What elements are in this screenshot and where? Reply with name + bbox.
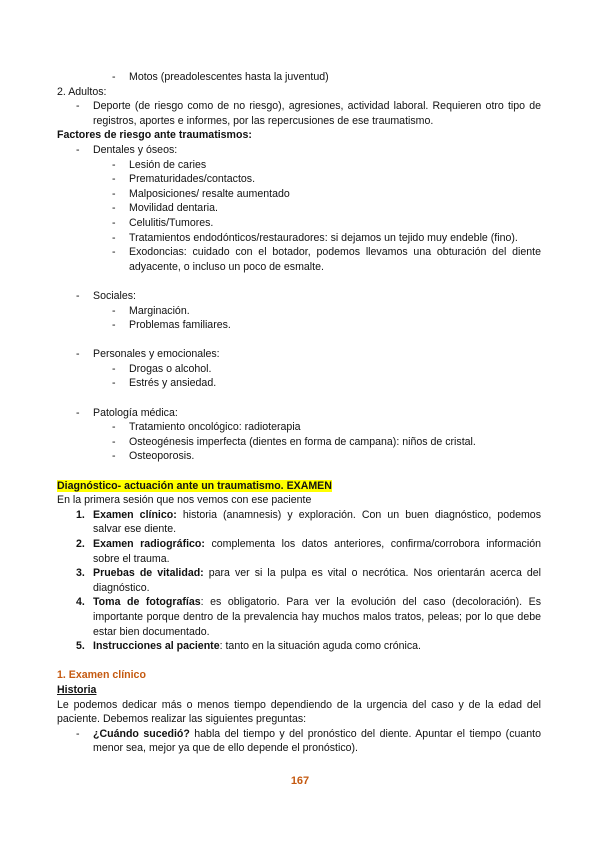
spacer: [57, 333, 541, 348]
list-item-text: Problemas familiares.: [129, 319, 231, 332]
list-item: [57, 435, 541, 450]
list-item: [57, 376, 541, 391]
risk-group-label: [57, 347, 541, 362]
bullet-dash: -: [76, 289, 80, 302]
list-item: [57, 70, 541, 85]
spacer: [57, 274, 541, 289]
bullet-dash: -: [112, 187, 116, 200]
step-number: 3.: [76, 567, 85, 580]
step-term: Examen radiográfico:: [93, 538, 205, 550]
bullet-dash: -: [112, 246, 116, 259]
history-subheading: Historia: [57, 683, 97, 696]
bullet-dash: -: [76, 348, 80, 361]
list-item-text: Marginación.: [129, 304, 190, 317]
bullet-dash: -: [112, 435, 116, 448]
question-term: ¿Cuándo sucedió?: [93, 727, 190, 740]
group-label-text: Personales y emocionales:: [93, 348, 220, 361]
bullet-dash: -: [76, 100, 80, 113]
step-number: 4.: [76, 596, 85, 609]
clinical-exam-paragraph: Le podemos dedicar más o menos tiempo dependiendo de la urgencia del caso y de la edad del paciente. Debemos realizar las siguientes preguntas:: [57, 698, 541, 726]
step-number: 1.: [76, 508, 85, 521]
list-item: [57, 727, 541, 756]
diagnosis-step: [57, 566, 541, 595]
step-term: Toma de fotografías: [93, 596, 201, 609]
document-page: [57, 70, 541, 756]
step-text: para ver si la pulpa es vital o necrótica. Nos orientarán acerca del diagnóstico.: [93, 567, 542, 594]
exam-tag: EXAMEN: [286, 479, 332, 492]
list-item: [57, 216, 541, 231]
list-item: [57, 99, 541, 128]
step-text: historia (anamnesis) y exploración. Con un buen diagnóstico, podemos salvar ese diente.: [93, 508, 541, 536]
page-number: 167: [290, 775, 310, 787]
list-item: [57, 231, 541, 246]
bullet-dash: -: [112, 158, 116, 171]
spacer: [57, 464, 541, 479]
list-item: [57, 201, 541, 216]
diagnosis-step: [57, 639, 541, 654]
list-item-text: Prematuridades/contactos.: [129, 173, 256, 186]
adultos-heading: 2. Adultos:: [57, 85, 107, 98]
list-item-text: Osteogénesis imperfecta (dientes en forma de campana): niños de cristal.: [129, 435, 476, 448]
risk-group-label: [57, 143, 541, 158]
diagnosis-intro: En la primera sesión que nos vemos con ese paciente: [57, 494, 312, 507]
risk-factors-title: Factores de riesgo ante traumatismos:: [57, 129, 252, 142]
risk-group-label: [57, 289, 541, 304]
list-item-text: Tratamiento oncológico: radioterapia: [129, 421, 301, 434]
list-item: [57, 172, 541, 187]
list-item-text: Celulitis/Tumores.: [129, 216, 214, 229]
list-item-text: Estrés y ansiedad.: [129, 377, 217, 390]
step-text: : es obligatorio. Para ver la evolución del caso (decoloración). Es importante porque dentro de la prevalencia hay muchos malos tratos, peleas; por lo que debe estar bien documentado.: [93, 596, 541, 638]
list-item: [57, 158, 541, 173]
diagnosis-step: [57, 595, 541, 639]
bullet-dash: -: [112, 421, 116, 434]
group-label-text: Dentales y óseos:: [93, 143, 178, 156]
bullet-dash: -: [112, 71, 116, 83]
list-item-text: Movilidad dentaria.: [129, 202, 218, 215]
list-item-text: Motos (preadolescentes hasta la juventud): [129, 71, 329, 83]
step-text: complementa los datos anteriores, confirma/corrobora información sobre el trauma.: [93, 538, 541, 565]
bullet-dash: -: [112, 319, 116, 332]
question-text: habla del tiempo y del pronóstico del diente. Apuntar el tiempo (cuanto menor sea, mejor ya que de ello depende el pronóstico).: [93, 727, 542, 755]
diagnosis-title: [57, 479, 541, 494]
diagnosis-step: [57, 537, 541, 566]
list-item: [57, 187, 541, 202]
list-item-text: Exodoncias: cuidado con el botador, podemos llevamos una obturación del diente adyacente, o incluso un poco de esmalte.: [129, 246, 541, 273]
list-item-text: Osteoporosis.: [129, 450, 195, 463]
bullet-dash: -: [112, 362, 116, 375]
step-number: 5.: [76, 640, 85, 653]
list-item: [57, 420, 541, 435]
step-number: 2.: [76, 538, 85, 550]
bullet-dash: -: [112, 216, 116, 229]
list-item-text: Drogas o alcohol.: [129, 362, 212, 375]
diagnosis-steps: [57, 508, 541, 654]
bullet-dash: -: [76, 143, 80, 156]
list-item-text: Tratamientos endodónticos/restauradores: si dejamos un tejido muy endeble (fino).: [129, 231, 518, 244]
bullet-dash: -: [112, 450, 116, 463]
step-term: Pruebas de vitalidad:: [93, 567, 204, 580]
diagnosis-title-label: Diagnóstico- actuación ante un traumatismo.: [57, 479, 284, 492]
step-term: Examen clínico:: [93, 508, 177, 521]
spacer: [57, 654, 541, 669]
bullet-dash: -: [112, 231, 116, 244]
risk-group-label: [57, 406, 541, 421]
list-item: [57, 318, 541, 333]
list-item: [57, 449, 541, 464]
bullet-dash: -: [76, 727, 80, 740]
spacer: [57, 391, 541, 406]
list-item-text: Deporte (de riesgo como de no riesgo), agresiones, actividad laboral. Requieren otro tipo de registros, aportes e informes, por las repercusiones de ese traumatismo.: [93, 100, 541, 127]
bullet-dash: -: [112, 173, 116, 186]
list-item-text: Lesión de caries: [129, 158, 207, 171]
clinical-exam-heading: 1. Examen clínico: [57, 669, 146, 682]
step-text: : tanto en la situación aguda como crónica.: [219, 640, 421, 653]
diagnosis-title-text: [57, 480, 332, 492]
bullet-dash: -: [76, 406, 80, 419]
bullet-dash: -: [112, 304, 116, 317]
list-item: [57, 304, 541, 319]
bullet-dash: -: [112, 202, 116, 215]
diagnosis-step: [57, 508, 541, 537]
bullet-dash: -: [112, 377, 116, 390]
group-label-text: Patología médica:: [93, 406, 178, 419]
group-label-text: Sociales:: [93, 289, 136, 302]
list-item: [57, 245, 541, 274]
step-term: Instrucciones al paciente: [93, 640, 220, 653]
list-item: [57, 362, 541, 377]
list-item-text: Malposiciones/ resalte aumentado: [129, 187, 290, 200]
